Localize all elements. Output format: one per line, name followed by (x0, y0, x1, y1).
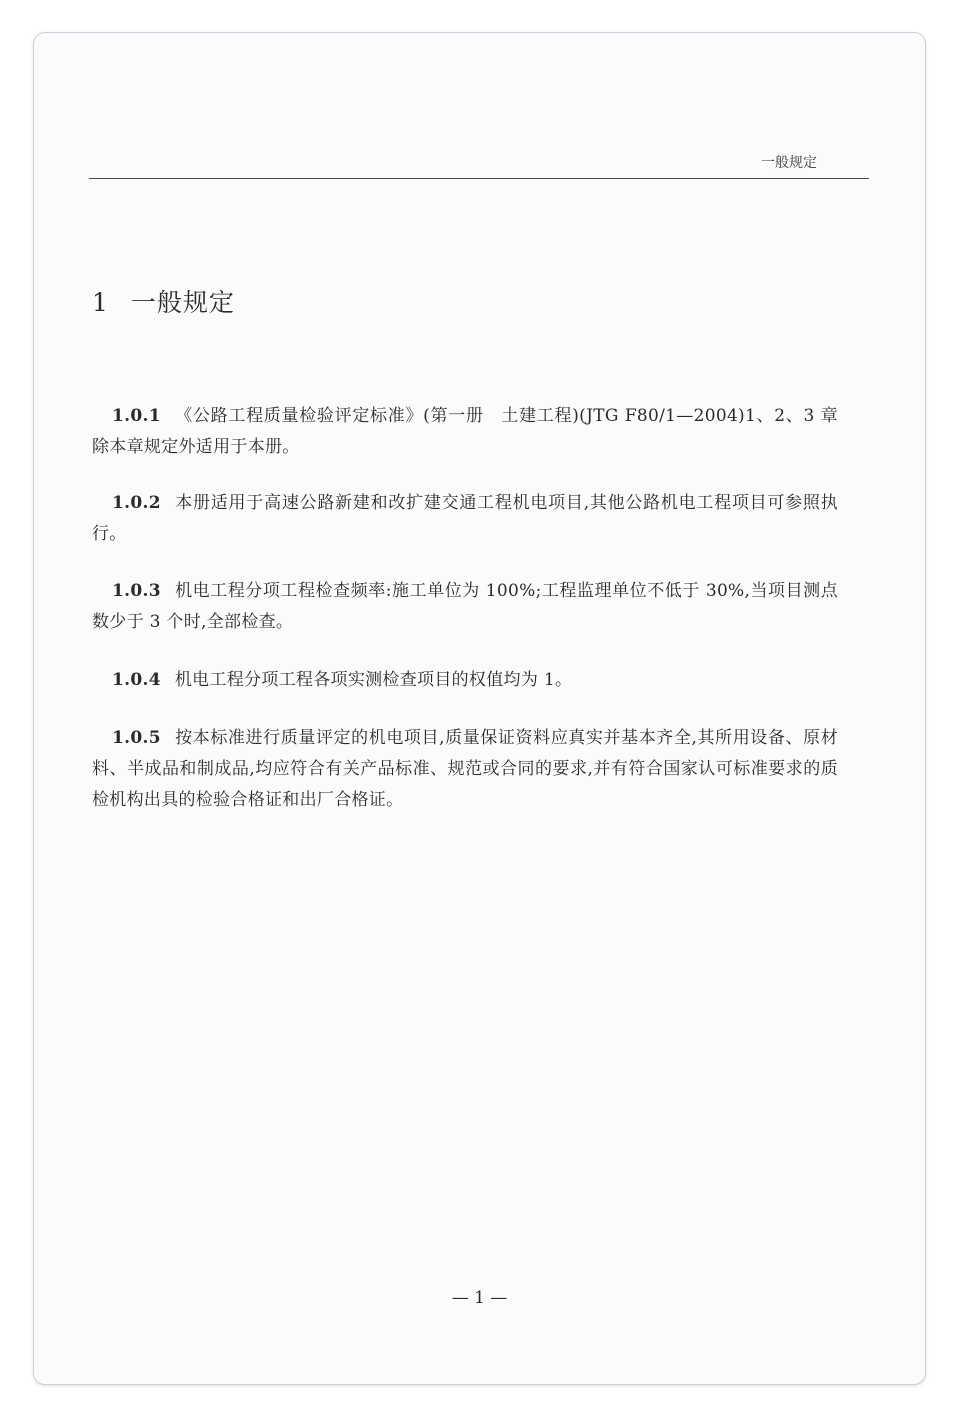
header-rule (89, 178, 869, 179)
document-page (33, 32, 926, 1385)
clause-1-0-1 (92, 401, 838, 463)
clause-number: 1.0.1 (112, 406, 161, 426)
chapter-number: 1 (92, 288, 109, 317)
clause-text: 本册适用于高速公路新建和改扩建交通工程机电项目,其他公路机电工程项目可参照执行。 (92, 493, 838, 544)
clause-1-0-3 (92, 576, 838, 638)
chapter-title: 一般规定 (130, 288, 235, 317)
clause-text: 按本标准进行质量评定的机电项目,质量保证资料应真实并基本齐全,其所用设备、原材料、半成品和制成品,均应符合有关产品标准、规范或合同的要求,并有符合国家认可标准要求的质检机构出具的检验合格证和出厂合格证。 (92, 728, 838, 810)
clause-number: 1.0.4 (112, 670, 161, 690)
clause-number: 1.0.2 (112, 493, 161, 513)
running-header: 一般规定 (761, 155, 817, 171)
clause-1-0-5 (92, 723, 838, 816)
clause-text: 机电工程分项工程各项实测检查项目的权值均为 1。 (174, 670, 573, 690)
chapter-heading (92, 283, 235, 319)
clause-text: 机电工程分项工程检查频率:施工单位为 100%;工程监理单位不低于 30%,当项目测点数少于 3 个时,全部检查。 (92, 581, 838, 632)
clause-1-0-2 (92, 488, 838, 550)
clause-text: 《公路工程质量检验评定标准》(第一册 土建工程)(JTG F80/1—2004)1、2、3 章除本章规定外适用于本册。 (92, 406, 838, 457)
page-number: — 1 — (451, 1288, 508, 1308)
clause-number: 1.0.5 (112, 728, 161, 748)
clause-number: 1.0.3 (112, 581, 161, 601)
clause-1-0-4 (92, 665, 838, 696)
